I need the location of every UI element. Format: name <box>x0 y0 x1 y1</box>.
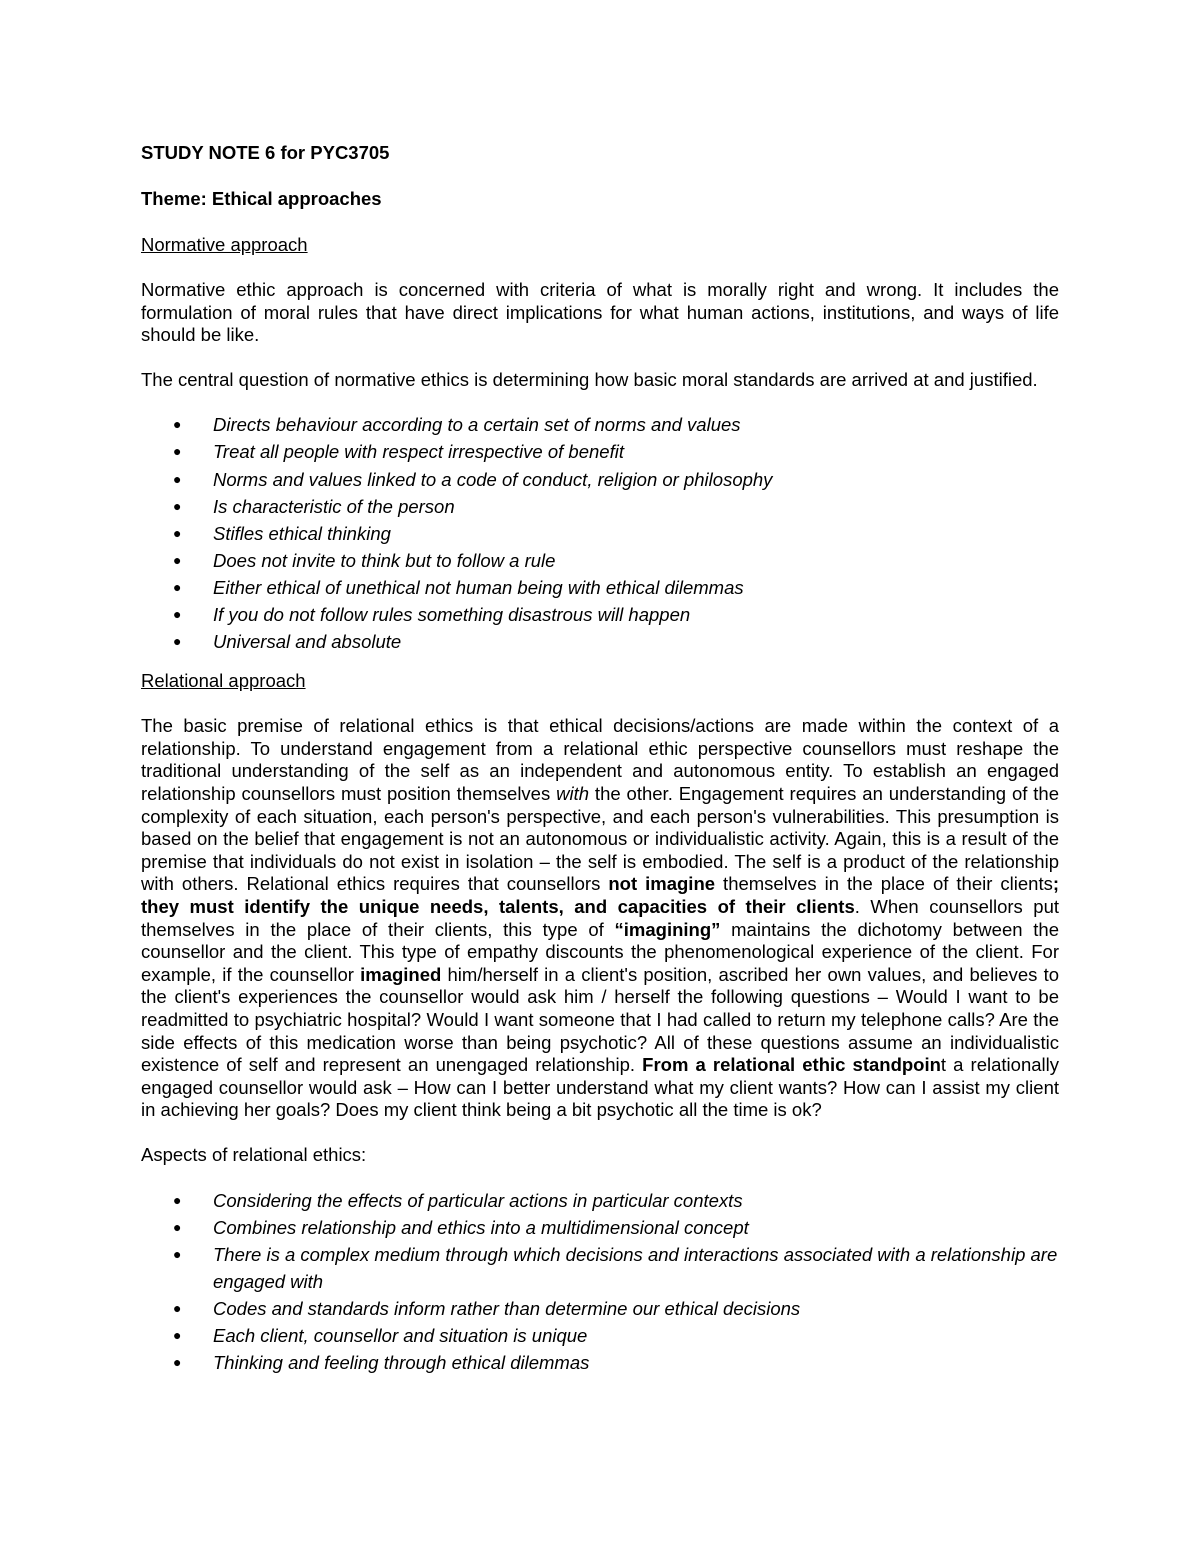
bullet-icon: ● <box>173 551 182 568</box>
list-item: ● Universal and absolute <box>141 628 1059 655</box>
list-item: ● Directs behaviour according to a certain set of norms and values <box>141 411 1059 438</box>
list-item: ● Combines relationship and ethics into a multidimensional concept <box>141 1214 1059 1241</box>
normative-paragraph-1: Normative ethic approach is concerned with criteria of what is morally right and wrong. It includes the formulation of moral rules that have direct implications for what human actions, institutions, and ways of life should be like. <box>141 279 1059 346</box>
bullet-icon: ● <box>173 470 182 487</box>
bullet-icon: ● <box>173 578 182 595</box>
list-item: ● Thinking and feeling through ethical dilemmas <box>141 1349 1059 1376</box>
bullet-icon: ● <box>173 1354 182 1371</box>
document-title: STUDY NOTE 6 for PYC3705 <box>141 142 390 163</box>
bullet-icon: ● <box>173 1218 182 1235</box>
bullet-icon: ● <box>173 633 182 650</box>
document-page <box>141 141 1059 1390</box>
bullet-icon: ● <box>173 524 182 541</box>
bullet-icon: ● <box>173 606 182 623</box>
list-item: ● If you do not follow rules something disastrous will happen <box>141 601 1059 628</box>
list-item: ● Does not invite to think but to follow a rule <box>141 547 1059 574</box>
relational-paragraph: The basic premise of relational ethics is that ethical decisions/actions are made within the context of a relationship. To understand engagement from a relational ethic perspective counsellors must reshape the traditional understanding of the self as an independent and autonomous entity. To establish an engaged relationship counsellors must position themselves with the other. Engagement requires an understanding of the complexity of each situation, each person's perspective, and each person's vulnerabilities. This presumption is based on the belief that engagement is not an autonomous or individualistic activity. Again, this is a result of the premise that individuals do not exist in isolation – the self is embodied. The self is a product of the relationship with others. Relational ethics requires that counsellors not imagine themselves in the place of their clients; they must identify the unique needs, talents, and capacities of their clients. When counsellors put themselves in the place of their clients, this type of “imagining” maintains the dichotomy between the counsellor and the client. This type of empathy discounts the phenomenological experience of the client. For example, if the counsellor imagined him/herself in a client's position, ascribed her own values, and believes to the client's experiences the counsellor would ask him / herself the following questions – Would I want to be readmitted to psychiatric hospital? Would I want someone that I had called to return my telephone calls? Are the side effects of this medication worse than being psychotic? All of these questions assume an individualistic existence of self and represent an unengaged relationship. From a relational ethic standpoint a relationally engaged counsellor would ask – How can I better understand what my client wants? How can I assist my client in achieving her goals? Does my client think being a bit psychotic all the time is ok? <box>141 715 1060 1121</box>
list-item: ● Norms and values linked to a code of conduct, religion or philosophy <box>141 466 1059 493</box>
bullet-icon: ● <box>173 443 182 460</box>
bullet-icon: ● <box>173 1326 182 1343</box>
list-item: ● Either ethical of unethical not human being with ethical dilemmas <box>141 574 1059 601</box>
list-item: ● Is characteristic of the person <box>141 493 1059 520</box>
aspects-label: Aspects of relational ethics: <box>141 1143 367 1165</box>
bullet-icon: ● <box>173 1245 182 1262</box>
list-item: ● Treat all people with respect irrespective of benefit <box>141 438 1059 465</box>
normative-paragraph-2: The central question of normative ethics is determining how basic moral standards are arrived at and justified. <box>141 368 1038 390</box>
list-item: ● Each client, counsellor and situation is unique <box>141 1322 1059 1349</box>
bullet-icon: ● <box>173 1299 182 1316</box>
bullet-icon: ● <box>173 497 182 514</box>
normative-heading: Normative approach <box>141 234 308 255</box>
list-item: ● Considering the effects of particular actions in particular contexts <box>141 1187 1059 1214</box>
relational-bullet-list <box>141 1187 1059 1377</box>
list-item: ● There is a complex medium through which decisions and interactions associated with a relationship are engaged with <box>141 1241 1059 1295</box>
bullet-icon: ● <box>173 416 182 433</box>
document-theme: Theme: Ethical approaches <box>141 188 382 209</box>
list-item: ● Codes and standards inform rather than determine our ethical decisions <box>141 1295 1059 1322</box>
normative-bullet-list <box>141 411 1059 655</box>
relational-heading: Relational approach <box>141 670 306 692</box>
list-item: ● Stifles ethical thinking <box>141 520 1059 547</box>
bullet-icon: ● <box>173 1191 182 1208</box>
